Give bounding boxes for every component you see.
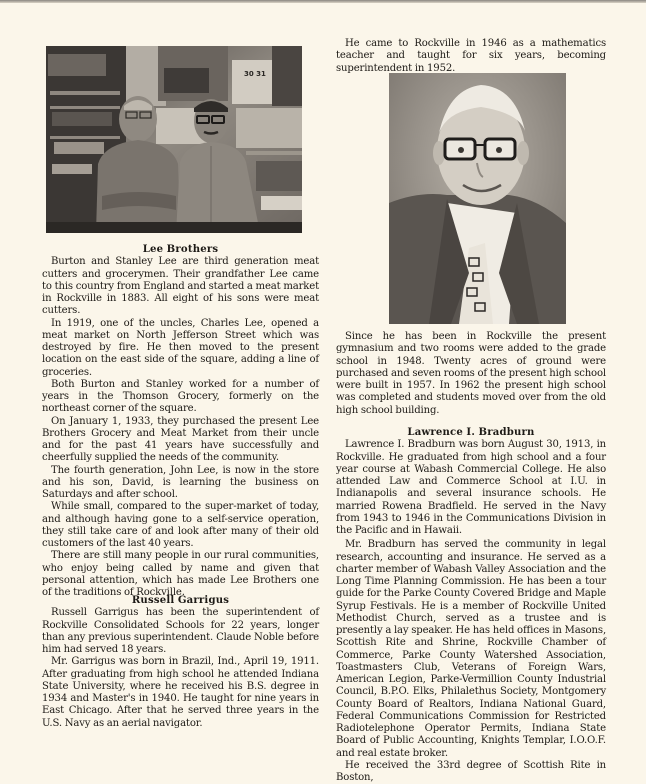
article-paragraph: Russell Garrigus has been the superintendent of Rockville Consolidated Schools for 22 years, longer than any previous superintendent. Claude Noble before him had served 18 years. [42, 607, 319, 655]
article-paragraph: He came to Rockville in 1946 as a mathematics teacher and taught for six years, becoming superintendent in 1952. [336, 38, 606, 74]
calendar-text: 30 31 [244, 70, 266, 78]
garrigus-after-photo [336, 331, 606, 417]
lee-brothers-photo-image [46, 46, 302, 233]
russell-garrigus-article [42, 595, 319, 730]
page-top-edge [0, 0, 646, 3]
article-paragraph: The fourth generation, John Lee, is now in the store and his son, David, is learning the business on Saturdays and after school. [42, 464, 319, 500]
article-paragraph: On January 1, 1933, they purchased the present Lee Brothers Grocery and Meat Market from their uncle and for the past 41 years have successfully and cheerfully supplied the needs of the community. [42, 415, 319, 464]
garrigus-portrait-photo [389, 73, 566, 324]
article-paragraph: Since he has been in Rockville the present gymnasium and two rooms were added to the grade school in 1948. Twenty acres of ground were purchased and seven rooms of the present high school were built in 1957. In 1962 the present high school was completed and students moved over from the old high school building. [336, 331, 606, 416]
article-paragraph: Burton and Stanley Lee are third generation meat cutters and grocerymen. Their grandfather Lee came to this country from England and started a meat market in Rockville in 1883. All eight of his sons were meat cutters. [42, 256, 319, 317]
article-paragraph: Lawrence I. Bradburn was born August 30, 1913, in Rockville. He graduated from high school and a four year course at Wabash Commercial College. He also attended Law and Commerce School at I.U. in Indianapolis and several insurance schools. He married Rowena Bradfield. He served in the Navy from 1943 to 1946 in the Communications Division in the Pacific and in Hawaii. [336, 439, 606, 536]
article-paragraph: Mr. Garrigus was born in Brazil, Ind., April 19, 1911. After graduating from high school he attended Indiana State University, where he received his B.S. degree in 1934 and Master's in 1940. He taught for nine years in East Chicago. After that he served three years in the U.S. Navy as an aerial navigator. [42, 656, 319, 729]
article-paragraph: Mr. Bradburn has served the community in legal research, accounting and insurance. He served as a charter member of Wabash Valley Association and the Long Time Planning Commission. He has been a tour guide for the Parke County Covered Bridge and Maple Syrup Festivals. He is a member of Rockville United Methodist Church, served as a trustee and is presently a lay speaker. He has held offices in Masons, Scottish Rite and Shrine, Rockville Chamber of Commerce, Parke County Watershed Association, Toastmasters Club, Veterans of Foreign Wars, American Legion, Parke-Vermillion County Industrial Council, B.P.O. Elks, Philalethus Society, Montgomery County Board of Realtors, Indiana National Guard, Federal Communications Commission for Restricted Radiotelephone Operator Permits, Indiana State Board of Public Accounting, Knights Templar, I.O.O.F. and real estate broker. [336, 539, 606, 759]
article-paragraph: In 1919, one of the uncles, Charles Lee, opened a meat market on North Jefferson Street which was destroyed by fire. He then moved to the present location on the east side of the square, adding a line of groceries. [42, 317, 319, 378]
article-paragraph: Both Burton and Stanley worked for a number of years in the Thomson Grocery, formerly on the northeast corner of the square. [42, 378, 319, 415]
garrigus-continued [336, 38, 606, 75]
lawrence-bradburn-article [336, 427, 606, 784]
lawrence-bradburn-heading: Lawrence I. Bradburn [407, 427, 535, 438]
lee-brothers-heading: Lee Brothers [142, 244, 219, 255]
article-paragraph: While small, compared to the super-market of today, and although having gone to a self-service operation, they still take care of and look after many of their old customers of the last 40 years. [42, 501, 319, 549]
garrigus-portrait-image [389, 73, 566, 324]
lee-brothers-photo [46, 46, 302, 233]
article-paragraph: He received the 33rd degree of Scottish Rite in Boston, [336, 759, 606, 783]
russell-garrigus-heading: Russell Garrigus [131, 595, 230, 606]
lee-brothers-article [42, 244, 319, 599]
article-paragraph: There are still many people in our rural communities, who enjoy being called by name and given that personal attention, which has made Lee Brothers one of the traditions of Rockville. [42, 550, 319, 598]
